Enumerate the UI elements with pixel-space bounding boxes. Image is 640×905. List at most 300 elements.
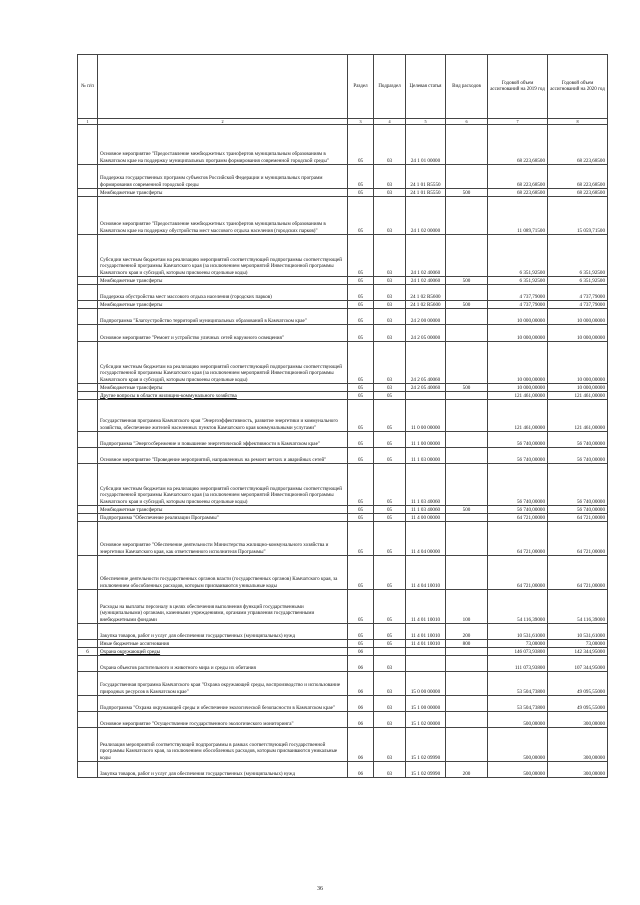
row-amount-2020: 68 223,68500 (548, 165, 608, 189)
row-razdel: 05 (348, 448, 374, 464)
col-number: 6 (446, 119, 488, 125)
row-target-article: 11 1 00 00000 (406, 432, 446, 448)
budget-page (77, 54, 607, 778)
row-expense-type (446, 696, 488, 712)
row-target-article: 24 2 05 40060 (406, 384, 446, 392)
row-amount-2019: 10 000,00000 (488, 309, 548, 325)
table-row (78, 285, 608, 301)
row-expense-type (446, 285, 488, 301)
row-amount-2019: 6 351,92500 (488, 277, 548, 285)
row-amount-2020: 15 059,71500 (548, 197, 608, 235)
row-expense-type (446, 656, 488, 672)
row-expense-type (446, 448, 488, 464)
row-num (78, 277, 98, 285)
row-podrazdel: 03 (374, 672, 406, 696)
table-row (78, 325, 608, 342)
row-target-article: 24 1 02 R5600 (406, 301, 446, 309)
row-num (78, 384, 98, 392)
row-num: 6 (78, 648, 98, 656)
row-razdel: 05 (348, 640, 374, 648)
row-amount-2020: 68 223,68500 (548, 189, 608, 197)
row-expense-type: 500 (446, 189, 488, 197)
row-razdel: 05 (348, 165, 374, 189)
row-amount-2020: 49 095,55000 (548, 696, 608, 712)
header-2019: Годовой объем ассигнований на 2019 год (488, 55, 548, 119)
table-row (78, 672, 608, 696)
row-podrazdel: 03 (374, 277, 406, 285)
header-2020: Годовой объем ассигнований на 2020 год (548, 55, 608, 119)
row-razdel: 05 (348, 197, 374, 235)
row-amount-2020: 10 000,00000 (548, 384, 608, 392)
table-row (78, 514, 608, 522)
row-amount-2020: 10 000,00000 (548, 342, 608, 384)
row-target-article: 15 1 00 00000 (406, 696, 446, 712)
row-razdel: 05 (348, 514, 374, 522)
row-expense-type (446, 672, 488, 696)
table-row (78, 656, 608, 672)
row-podrazdel: 05 (374, 624, 406, 640)
table-row (78, 432, 608, 448)
table-body (78, 125, 608, 778)
table-row (78, 197, 608, 235)
row-name: Субсидии местным бюджетам на реализацию мероприятий соответствующей подпрограммы соответствующей государственной программы Камчатского края (за исключением мероприятий Инвестиционной программы Камчатского края и субсидий, которым присвоены отдельные коды) (98, 464, 348, 506)
table-header (78, 55, 608, 119)
table-row (78, 590, 608, 624)
row-razdel: 05 (348, 189, 374, 197)
table-row (78, 696, 608, 712)
row-name: Реализация мероприятий соответствующей подпрограммы в рамках соответствующей государственной программы Камчатского края, за исключением обособленных расходов, которым присваиваются уникальные коды (98, 728, 348, 762)
row-podrazdel: 03 (374, 384, 406, 392)
table-row (78, 448, 608, 464)
row-amount-2019: 146 073,93800 (488, 648, 548, 656)
row-podrazdel: 05 (374, 640, 406, 648)
row-name: Основное мероприятие "Ремонт и устройство уличных сетей наружного освещения" (98, 325, 348, 342)
row-amount-2020: 64 721,00000 (548, 556, 608, 590)
row-name: Закупка товаров, работ и услуг для обеспечения государственных (муниципальных) нужд (98, 624, 348, 640)
row-podrazdel: 05 (374, 392, 406, 400)
row-amount-2019: 68 223,68500 (488, 189, 548, 197)
row-amount-2020: 49 095,55000 (548, 672, 608, 696)
row-amount-2019: 68 223,68500 (488, 165, 548, 189)
row-podrazdel: 03 (374, 325, 406, 342)
row-amount-2019: 73,00000 (488, 640, 548, 648)
row-amount-2019: 56 740,00000 (488, 432, 548, 448)
row-amount-2020: 10 000,00000 (548, 309, 608, 325)
row-num (78, 556, 98, 590)
row-num (78, 189, 98, 197)
row-num (78, 197, 98, 235)
row-num (78, 728, 98, 762)
row-razdel: 06 (348, 656, 374, 672)
row-num (78, 309, 98, 325)
row-razdel: 05 (348, 624, 374, 640)
row-razdel: 05 (348, 432, 374, 448)
row-expense-type (446, 309, 488, 325)
row-target-article (406, 648, 446, 656)
row-expense-type: 100 (446, 590, 488, 624)
row-name: Основное мероприятие "Осуществление государственного экологического мониторинга" (98, 712, 348, 728)
row-num (78, 696, 98, 712)
row-amount-2020: 121 461,00000 (548, 400, 608, 432)
row-amount-2020: 142 344,95000 (548, 648, 608, 656)
col-number: 3 (348, 119, 374, 125)
row-amount-2020: 64 721,00000 (548, 522, 608, 556)
row-amount-2019: 10 000,00000 (488, 384, 548, 392)
row-target-article (406, 656, 446, 672)
row-amount-2019: 64 721,00000 (488, 514, 548, 522)
row-name: Основное мероприятие "Предоставление межбюджетных трансфертов муниципальным образованиям в Камчатском крае на поддержку муниципальных программ формирования современной городской среды" (98, 125, 348, 165)
row-amount-2019: 500,00000 (488, 728, 548, 762)
table-row (78, 301, 608, 309)
row-num (78, 392, 98, 400)
row-razdel: 06 (348, 712, 374, 728)
header-target-article: Целевая статья (406, 55, 446, 119)
row-expense-type: 500 (446, 384, 488, 392)
row-name: Подпрограмма "Охрана окружающей среды и обеспечение экологической безопасности в Камчатском крае" (98, 696, 348, 712)
row-num (78, 165, 98, 189)
row-expense-type (446, 648, 488, 656)
row-podrazdel: 05 (374, 522, 406, 556)
row-name: Подпрограмма "Благоустройство территорий муниципальных образований в Камчатском крае" (98, 309, 348, 325)
row-amount-2020: 56 740,00000 (548, 464, 608, 506)
table-row (78, 762, 608, 778)
row-razdel: 05 (348, 506, 374, 514)
table-row (78, 640, 608, 648)
row-podrazdel: 03 (374, 309, 406, 325)
row-razdel: 05 (348, 400, 374, 432)
row-num (78, 235, 98, 277)
col-number: 7 (488, 119, 548, 125)
col-number: 1 (78, 119, 98, 125)
row-name: Субсидии местным бюджетам на реализацию мероприятий соответствующей подпрограммы соответствующей государственной программы Камчатского края (за исключением мероприятий Инвестиционной программы Камчатского края и субсидий, которым присвоены отдельные коды) (98, 342, 348, 384)
table-row (78, 309, 608, 325)
row-name: Межбюджетные трансферты (98, 506, 348, 514)
row-name: Поддержка обустройства мест массового отдыха населения (городских парков) (98, 285, 348, 301)
row-amount-2019: 500,00000 (488, 762, 548, 778)
row-num (78, 672, 98, 696)
row-razdel: 06 (348, 672, 374, 696)
row-num (78, 640, 98, 648)
row-num (78, 432, 98, 448)
row-razdel: 05 (348, 325, 374, 342)
row-expense-type (446, 325, 488, 342)
row-target-article: 24 1 01 R5550 (406, 189, 446, 197)
row-name: Основное мероприятие "Предоставление межбюджетных трансфертов муниципальным образованиям в Камчатском крае на поддержку обустройства мест массового отдыха населения (городских парков)" (98, 197, 348, 235)
row-amount-2019: 111 073,93800 (488, 656, 548, 672)
row-name: Охрана объектов растительного и животного мира и среды их обитания (98, 656, 348, 672)
row-razdel: 05 (348, 235, 374, 277)
row-podrazdel (374, 648, 406, 656)
row-amount-2019: 64 721,00000 (488, 522, 548, 556)
row-podrazdel: 03 (374, 342, 406, 384)
row-podrazdel: 03 (374, 197, 406, 235)
row-num (78, 762, 98, 778)
row-amount-2019: 54 116,39000 (488, 590, 548, 624)
row-num (78, 522, 98, 556)
row-num (78, 400, 98, 432)
row-amount-2020: 107 344,95000 (548, 656, 608, 672)
row-expense-type (446, 165, 488, 189)
row-target-article: 11 1 03 40060 (406, 464, 446, 506)
table-row (78, 556, 608, 590)
row-target-article: 11 4 01 10010 (406, 640, 446, 648)
row-target-article (406, 392, 446, 400)
row-num (78, 342, 98, 384)
row-num (78, 448, 98, 464)
row-expense-type: 500 (446, 506, 488, 514)
row-amount-2019: 53 504,73800 (488, 672, 548, 696)
row-num (78, 590, 98, 624)
table-row (78, 165, 608, 189)
row-num (78, 301, 98, 309)
row-expense-type: 800 (446, 640, 488, 648)
row-expense-type (446, 432, 488, 448)
row-target-article: 11 4 01 10010 (406, 624, 446, 640)
header-podrazdel: Подраздел (374, 55, 406, 119)
table-row (78, 277, 608, 285)
row-num (78, 656, 98, 672)
row-razdel: 05 (348, 277, 374, 285)
row-podrazdel: 05 (374, 464, 406, 506)
row-name: Основное мероприятие "Проведение мероприятий, направленных на ремонт ветхих и аварийных сетей" (98, 448, 348, 464)
row-num (78, 514, 98, 522)
row-podrazdel: 03 (374, 712, 406, 728)
row-expense-type: 500 (446, 277, 488, 285)
row-target-article: 24 1 02 40060 (406, 277, 446, 285)
row-name: Закупка товаров, работ и услуг для обеспечения государственных (муниципальных) нужд (98, 762, 348, 778)
table-row (78, 235, 608, 277)
row-name: Поддержка государственных программ субъектов Российской Федерации и муниципальных программ формирования современной городской среды (98, 165, 348, 189)
row-target-article: 15 1 02 09990 (406, 728, 446, 762)
row-razdel: 06 (348, 696, 374, 712)
row-razdel: 05 (348, 301, 374, 309)
row-target-article: 15 1 02 00000 (406, 712, 446, 728)
row-amount-2019: 10 000,00000 (488, 342, 548, 384)
row-podrazdel: 03 (374, 189, 406, 197)
table-row (78, 712, 608, 728)
row-razdel: 05 (348, 556, 374, 590)
row-podrazdel: 03 (374, 696, 406, 712)
row-target-article: 24 1 01 00000 (406, 125, 446, 165)
row-podrazdel: 05 (374, 432, 406, 448)
table-row (78, 342, 608, 384)
row-amount-2020: 6 351,92500 (548, 277, 608, 285)
row-amount-2019: 121 461,00000 (488, 400, 548, 432)
row-podrazdel: 03 (374, 656, 406, 672)
row-target-article: 11 1 03 40060 (406, 506, 446, 514)
col-number: 8 (548, 119, 608, 125)
row-amount-2019: 10 531,61000 (488, 624, 548, 640)
row-amount-2020: 56 740,00000 (548, 506, 608, 514)
row-name: Подпрограмма "Обеспечение реализации Программы" (98, 514, 348, 522)
row-expense-type (446, 125, 488, 165)
row-name: Межбюджетные трансферты (98, 277, 348, 285)
row-amount-2019: 10 000,00000 (488, 325, 548, 342)
row-amount-2020: 56 740,00000 (548, 432, 608, 448)
row-amount-2020: 10 000,00000 (548, 325, 608, 342)
row-expense-type (446, 514, 488, 522)
row-amount-2020: 68 223,68500 (548, 125, 608, 165)
row-amount-2019: 6 351,92500 (488, 235, 548, 277)
row-expense-type: 200 (446, 762, 488, 778)
row-target-article: 11 4 04 10010 (406, 556, 446, 590)
row-num (78, 712, 98, 728)
row-name: Субсидии местным бюджетам на реализацию мероприятий соответствующей подпрограммы соответствующей государственной программы Камчатского края (за исключением мероприятий Инвестиционной программы Камчатского края и субсидий, которым присвоены отдельные коды) (98, 235, 348, 277)
budget-table (77, 54, 608, 778)
row-razdel: 05 (348, 590, 374, 624)
table-row (78, 400, 608, 432)
row-name: Другие вопросы в области жилищно-коммунального хозяйства (98, 392, 348, 400)
row-podrazdel: 05 (374, 506, 406, 514)
row-amount-2019: 121 461,00000 (488, 392, 548, 400)
row-name: Обеспечение деятельности государственных органов власти (государственных органов) Камчатского края, за исключением обособленных расходов, которым присваиваются уникальные коды (98, 556, 348, 590)
row-expense-type (446, 464, 488, 506)
row-amount-2019: 500,00000 (488, 712, 548, 728)
row-razdel: 06 (348, 762, 374, 778)
row-amount-2019: 4 737,79000 (488, 301, 548, 309)
row-podrazdel: 03 (374, 125, 406, 165)
row-expense-type: 200 (446, 624, 488, 640)
row-amount-2019: 64 721,00000 (488, 556, 548, 590)
page-number: 36 (317, 886, 323, 892)
row-expense-type (446, 556, 488, 590)
row-amount-2020: 121 461,00000 (548, 392, 608, 400)
row-name: Межбюджетные трансферты (98, 301, 348, 309)
col-number: 5 (406, 119, 446, 125)
row-amount-2020: 300,00000 (548, 712, 608, 728)
row-razdel: 06 (348, 648, 374, 656)
row-amount-2020: 73,00000 (548, 640, 608, 648)
table-row (78, 522, 608, 556)
row-amount-2020: 10 531,61000 (548, 624, 608, 640)
row-expense-type: 500 (446, 301, 488, 309)
row-target-article: 15 1 02 09990 (406, 762, 446, 778)
table-row (78, 384, 608, 392)
row-podrazdel: 05 (374, 400, 406, 432)
table-row (78, 189, 608, 197)
row-razdel: 05 (348, 522, 374, 556)
row-podrazdel: 03 (374, 235, 406, 277)
row-num (78, 506, 98, 514)
row-podrazdel: 03 (374, 285, 406, 301)
table-row (78, 624, 608, 640)
row-name: Охрана окружающей среды (98, 648, 348, 656)
header-razdel: Раздел (348, 55, 374, 119)
row-target-article: 24 2 00 00000 (406, 309, 446, 325)
row-amount-2019: 56 740,00000 (488, 506, 548, 514)
row-num (78, 624, 98, 640)
header-num: № п/п (78, 55, 98, 119)
row-razdel: 05 (348, 464, 374, 506)
row-razdel: 05 (348, 342, 374, 384)
row-num (78, 125, 98, 165)
table-row (78, 464, 608, 506)
table-row (78, 648, 608, 656)
row-expense-type (446, 400, 488, 432)
row-amount-2019: 4 737,79000 (488, 285, 548, 301)
row-amount-2020: 300,00000 (548, 762, 608, 778)
row-target-article: 11 4 00 00000 (406, 514, 446, 522)
row-name: Межбюджетные трансферты (98, 189, 348, 197)
row-podrazdel: 03 (374, 301, 406, 309)
row-name: Межбюджетные трансферты (98, 384, 348, 392)
table-row (78, 392, 608, 400)
row-podrazdel: 05 (374, 514, 406, 522)
row-expense-type (446, 392, 488, 400)
row-amount-2020: 54 116,39000 (548, 590, 608, 624)
row-razdel: 05 (348, 285, 374, 301)
row-podrazdel: 03 (374, 728, 406, 762)
row-amount-2020: 56 740,00000 (548, 448, 608, 464)
row-num (78, 285, 98, 301)
row-name: Государственная программа Камчатского края "Энергоэффективность, развитие энергетики и коммунального хозяйства, обеспечение жителей населенных пунктов Камчатского края коммунальными услугами" (98, 400, 348, 432)
row-target-article: 24 2 05 00000 (406, 325, 446, 342)
row-target-article: 24 2 05 40060 (406, 342, 446, 384)
row-num (78, 325, 98, 342)
header-name (98, 55, 348, 119)
table-row (78, 728, 608, 762)
row-target-article: 11 0 00 00000 (406, 400, 446, 432)
row-razdel: 05 (348, 125, 374, 165)
row-target-article: 15 0 00 00000 (406, 672, 446, 696)
row-podrazdel: 05 (374, 556, 406, 590)
row-expense-type (446, 197, 488, 235)
row-target-article: 24 1 01 R5550 (406, 165, 446, 189)
row-amount-2019: 53 504,73800 (488, 696, 548, 712)
row-podrazdel: 03 (374, 762, 406, 778)
row-amount-2020: 6 351,92500 (548, 235, 608, 277)
row-target-article: 24 1 02 40060 (406, 235, 446, 277)
col-number: 4 (374, 119, 406, 125)
row-name: Расходы на выплаты персоналу в целях обеспечения выполнения функций государственными (муниципальными) органами, казенными учреждениями, органами управления государственными внебюджетными фондами (98, 590, 348, 624)
row-podrazdel: 03 (374, 165, 406, 189)
row-expense-type (446, 342, 488, 384)
row-target-article: 11 4 01 10010 (406, 590, 446, 624)
row-amount-2019: 11 089,71500 (488, 197, 548, 235)
row-amount-2020: 64 721,00000 (548, 514, 608, 522)
row-expense-type (446, 728, 488, 762)
row-razdel: 05 (348, 384, 374, 392)
row-amount-2020: 300,00000 (548, 728, 608, 762)
row-name: Иные бюджетные ассигнования (98, 640, 348, 648)
row-amount-2019: 56 740,00000 (488, 448, 548, 464)
col-number: 2 (98, 119, 348, 125)
header-expense-type: Вид расходов (446, 55, 488, 119)
row-num (78, 464, 98, 506)
row-expense-type (446, 522, 488, 556)
row-razdel: 05 (348, 392, 374, 400)
row-target-article: 24 1 02 00000 (406, 197, 446, 235)
row-expense-type (446, 712, 488, 728)
row-amount-2020: 4 737,79000 (548, 301, 608, 309)
row-razdel: 05 (348, 309, 374, 325)
row-target-article: 11 4 04 00000 (406, 522, 446, 556)
table-row (78, 506, 608, 514)
table-row (78, 125, 608, 165)
row-amount-2019: 68 223,68500 (488, 125, 548, 165)
row-target-article: 11 1 03 00000 (406, 448, 446, 464)
row-podrazdel: 05 (374, 448, 406, 464)
row-podrazdel: 05 (374, 590, 406, 624)
row-name: Государственная программа Камчатского края "Охрана окружающей среды, воспроизводство и использование природных ресурсов в Камчатском крае" (98, 672, 348, 696)
row-target-article: 24 1 02 R5600 (406, 285, 446, 301)
row-expense-type (446, 235, 488, 277)
row-amount-2020: 4 737,79000 (548, 285, 608, 301)
row-name: Подпрограмма "Энергосбережение и повышение энергетической эффективности в Камчатском крае" (98, 432, 348, 448)
row-amount-2019: 56 740,00000 (488, 464, 548, 506)
row-razdel: 06 (348, 728, 374, 762)
row-name: Основное мероприятие "Обеспечение деятельности Министерства жилищно-коммунального хозяйства и энергетики Камчатского края, как ответственного исполнителя Программы" (98, 522, 348, 556)
